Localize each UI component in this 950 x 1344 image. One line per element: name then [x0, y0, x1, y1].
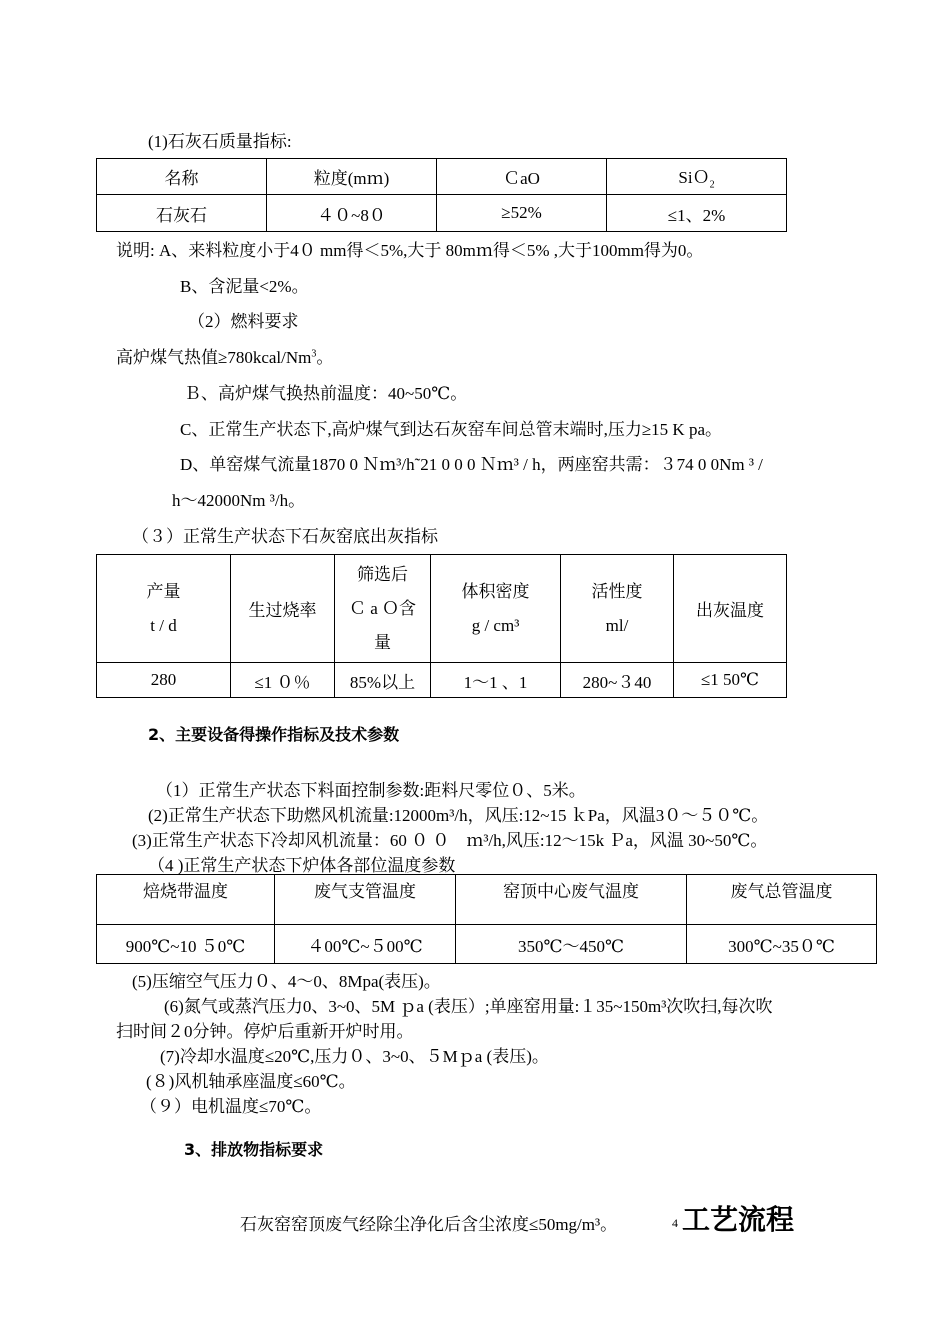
- limestone-table: [96, 158, 787, 232]
- param-7: (7)冷却水温度≤20℃,压力０、3~0、５Mｐa (表压)。: [160, 1047, 549, 1066]
- note-b: B、含泥量<2%。: [180, 277, 309, 296]
- param-5: (5)压缩空气压力０、4～0、8Mpa(表压)。: [132, 972, 441, 991]
- table-cell: 石灰石: [97, 195, 267, 232]
- table-cell: 900℃~10 ５0℃: [97, 925, 275, 964]
- fuel-flow-line1: D、单窑煤气流量1870 0 Ｎｍ³/h˜21 0 0 0 Ｎｍ³ / h，两座窑共需：３74 0 0Nm ³ /: [180, 455, 763, 474]
- param-6-line2: 扫时间２0分钟。停炉后重新开炉时用。: [116, 1022, 414, 1041]
- param-1: （1）正常生产状态下料面控制参数:距料尺零位０、5米。: [156, 781, 586, 800]
- ash-header-density: 体积密度 g / cm³: [431, 555, 561, 663]
- ash-header-cao: 筛选后 Ｃ a Ｏ含 量: [335, 555, 431, 663]
- table-cell: 1～1 、1: [431, 663, 561, 698]
- temp-header: 废气总管温度: [687, 875, 877, 925]
- ash-heading: （３）正常生产状态下石灰窑底出灰指标: [132, 527, 438, 546]
- ash-header-burn: 生过烧率: [231, 555, 335, 663]
- param-6-line1: (6)氮气或蒸汽压力0、3~0、5M ｐa (表压）;单座窑用量:１35~150m³次吹扫,每次吹: [164, 997, 773, 1016]
- param-4: （4 )正常生产状态下炉体各部位温度参数: [148, 856, 456, 875]
- table-cell: ≥52%: [437, 195, 607, 232]
- fuel-pressure: C、正常生产状态下,高炉煤气到达石灰窑车间总管末端时,压力≥15 K pa。: [180, 420, 722, 439]
- table-cell: ≤1 50℃: [674, 663, 787, 698]
- fuel-flow-line2: h～42000Nm ³/h。: [172, 491, 306, 510]
- table-cell: 350℃～450℃: [456, 925, 687, 964]
- table-cell: 85%以上: [335, 663, 431, 698]
- table-cell: 280: [97, 663, 231, 698]
- limestone-header-sio2: SiＯ$_2$: [607, 159, 787, 195]
- temp-header: 焙烧带温度: [97, 875, 275, 925]
- table-cell: ≤1 ０％: [231, 663, 335, 698]
- ash-header-activity: 活性度 ml/: [561, 555, 674, 663]
- table-cell: ４00℃~５00℃: [275, 925, 456, 964]
- param-8: (８)风机轴承座温度≤60℃。: [146, 1072, 356, 1091]
- limestone-header-cao: ＣaO: [437, 159, 607, 195]
- temp-header: 废气支管温度: [275, 875, 456, 925]
- note-a: 说明: A、来料粒度小于4０ mm得＜5%,大于 80mｍ得＜5% ,大于100mm得为0。: [116, 241, 704, 260]
- param-9: （９）电机温度≤70℃。: [140, 1097, 322, 1116]
- limestone-heading: (1)石灰石质量指标:: [148, 132, 292, 151]
- table-cell: 280~３40: [561, 663, 674, 698]
- fuel-heading: （2）燃料要求: [188, 312, 299, 331]
- param-2: (2)正常生产状态下助燃风机流量:12000m³/h，风压:12~15 ｋPa，风温3０～５０℃。: [148, 806, 769, 825]
- fuel-calorific: 高炉煤气热值$\ge 780kcal/Nm^3$。: [116, 348, 334, 367]
- section3-title: 3、排放物指标要求: [184, 1140, 324, 1159]
- section2-title: 2、主要设备得操作指标及技术参数: [148, 725, 400, 744]
- ash-header-temp: 出灰温度: [674, 555, 787, 663]
- next-section-marker: 4: [672, 1216, 678, 1230]
- fuel-temp: Ｂ、高炉煤气换热前温度：40~50℃。: [184, 384, 468, 403]
- ash-header-output: 产量 t / d: [97, 555, 231, 663]
- temperature-table: [96, 874, 877, 964]
- limestone-header-name: 名称: [97, 159, 267, 195]
- limestone-header-size: 粒度(mｍ): [267, 159, 437, 195]
- ash-table: [96, 554, 787, 698]
- param-3: (3)正常生产状态下冷却风机流量：60 ０ ０ ｍ³/h,风压:12～15k Ｐa，风温 30~50℃。: [132, 831, 768, 850]
- table-cell: ４０~8０: [267, 195, 437, 232]
- temp-header: 窑顶中心废气温度: [456, 875, 687, 925]
- emission-text: 石灰窑窑顶废气经除尘净化后含尘浓度≤50mg/m³。: [240, 1215, 618, 1234]
- table-cell: 300℃~35０℃: [687, 925, 877, 964]
- table-cell: ≤1、2%: [607, 195, 787, 232]
- next-section-heading: 工艺流程: [682, 1203, 795, 1236]
